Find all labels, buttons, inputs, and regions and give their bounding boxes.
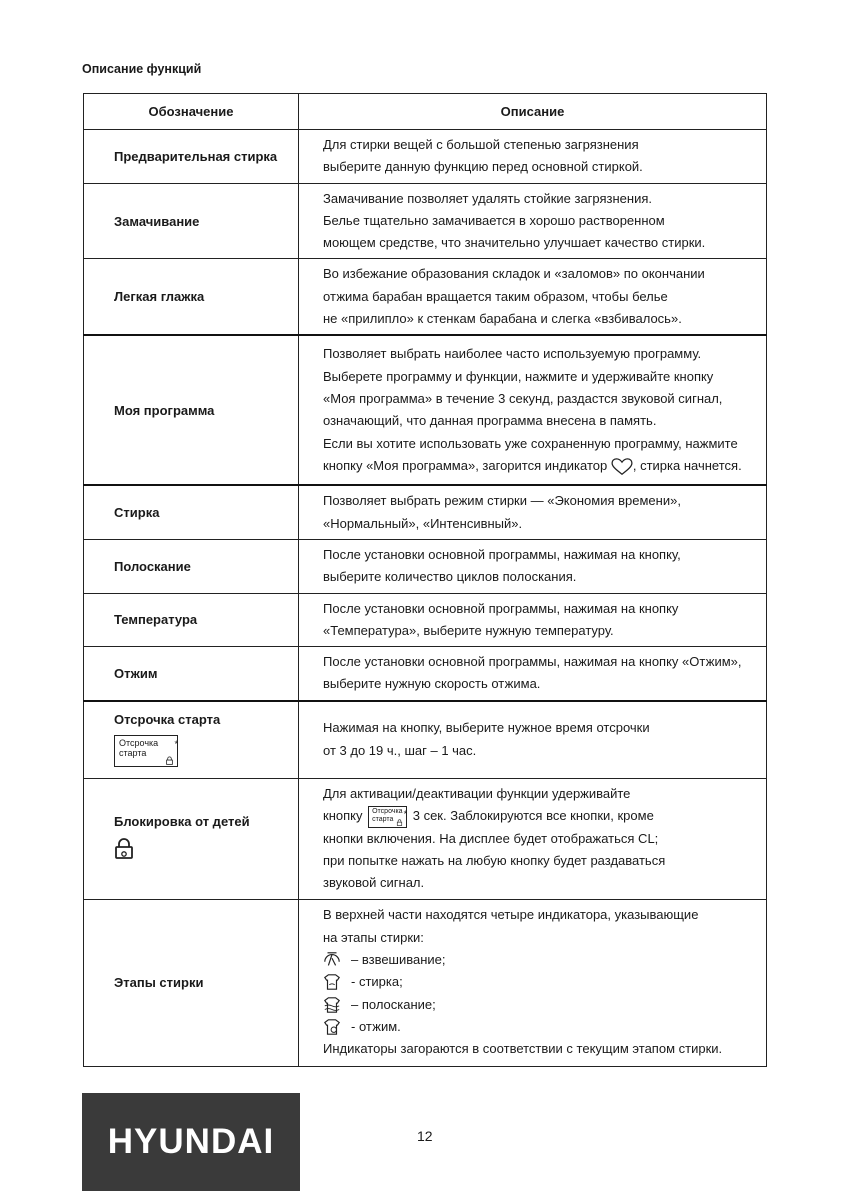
table-row bbox=[84, 259, 767, 335]
description-line: «Нормальный», «Интенсивный». bbox=[323, 515, 523, 531]
description-line: «Температура», выберите нужную температуру. bbox=[323, 622, 614, 638]
rinse-icon bbox=[323, 996, 341, 1014]
row-description bbox=[299, 130, 767, 184]
description-line: Позволяет выбрать режим стирки — «Экономия времени», bbox=[323, 493, 681, 509]
description-line: Если вы хотите использовать уже сохраненную программу, нажмите bbox=[323, 435, 738, 451]
description-text: кнопку «Моя программа», загорится индикатор bbox=[323, 457, 608, 473]
stage-item bbox=[323, 971, 762, 993]
table-row bbox=[84, 778, 767, 899]
stage-item bbox=[323, 1016, 762, 1038]
description-line: После установки основной программы, нажимая на кнопку, bbox=[323, 546, 681, 562]
description-line bbox=[323, 455, 762, 477]
stage-item bbox=[323, 949, 762, 971]
child-lock-icon bbox=[114, 837, 134, 861]
row-name: Температура bbox=[84, 593, 299, 647]
description-line: на этапы стирки: bbox=[323, 929, 424, 945]
table-row bbox=[84, 183, 767, 259]
table-header-row bbox=[84, 94, 767, 130]
description-line: После установки основной программы, нажимая на кнопку «Отжим», bbox=[323, 654, 742, 670]
description-line: В верхней части находятся четыре индикатора, указывающие bbox=[323, 907, 699, 923]
description-line: «Моя программа» в течение 3 секунд, раздастся звуковой сигнал, bbox=[323, 391, 723, 407]
header-description: Описание bbox=[299, 94, 767, 130]
functions-table bbox=[83, 93, 767, 1067]
row-description bbox=[299, 183, 767, 259]
row-description bbox=[299, 259, 767, 335]
description-text: , стирка начнется. bbox=[632, 457, 742, 473]
row-description bbox=[299, 899, 767, 1066]
description-line: Белье тщательно замачивается в хорошо растворенном bbox=[323, 212, 665, 228]
header-designation: Обозначение bbox=[84, 94, 299, 130]
table-row bbox=[84, 485, 767, 539]
table-row bbox=[84, 130, 767, 184]
row-description bbox=[299, 539, 767, 593]
row-description bbox=[299, 778, 767, 899]
heart-icon bbox=[611, 458, 633, 476]
stage-label: - стирка; bbox=[351, 974, 403, 990]
row-description bbox=[299, 593, 767, 647]
description-line: выберите количество циклов полоскания. bbox=[323, 569, 577, 585]
stage-item bbox=[323, 994, 762, 1016]
asterisk-icon: * bbox=[403, 808, 408, 819]
stage-label: – полоскание; bbox=[351, 996, 436, 1012]
description-line: выберите данную функцию перед основной стиркой. bbox=[323, 159, 643, 175]
row-name-text: Отсрочка старта bbox=[114, 711, 221, 727]
table-row bbox=[84, 335, 767, 485]
row-name bbox=[84, 701, 299, 779]
button-label-line: Отсрочка bbox=[119, 737, 159, 748]
description-line: После установки основной программы, нажимая на кнопку bbox=[323, 600, 679, 616]
wash-icon bbox=[323, 973, 341, 991]
page-title: Описание функций bbox=[82, 62, 202, 76]
description-line: выберите нужную скорость отжима. bbox=[323, 676, 541, 692]
description-line: Позволяет выбрать наиболее часто используемую программу. bbox=[323, 346, 702, 362]
row-description bbox=[299, 485, 767, 539]
row-description bbox=[299, 335, 767, 485]
lock-icon bbox=[396, 819, 403, 826]
table-row bbox=[84, 539, 767, 593]
lock-icon bbox=[165, 756, 174, 765]
table-row bbox=[84, 701, 767, 779]
row-name: Отжим bbox=[84, 647, 299, 701]
row-name bbox=[84, 778, 299, 899]
row-name: Полоскание bbox=[84, 539, 299, 593]
delay-start-button-image bbox=[114, 735, 178, 767]
description-line: Во избежание образования складок и «заломов» по окончании bbox=[323, 266, 705, 282]
row-name: Стирка bbox=[84, 485, 299, 539]
description-line: Нажимая на кнопку, выберите нужное время отсрочки bbox=[323, 720, 650, 736]
row-name: Замачивание bbox=[84, 183, 299, 259]
description-line: моющем средстве, что значительно улучшает качество стирки. bbox=[323, 235, 706, 251]
button-label-line: Отсрочка bbox=[372, 807, 403, 815]
description-line: не «прилипло» к стенкам барабана и слегка «взбивалось». bbox=[323, 311, 682, 327]
row-name: Этапы стирки bbox=[84, 899, 299, 1066]
table-row bbox=[84, 899, 767, 1066]
row-name: Моя программа bbox=[84, 335, 299, 485]
stage-label: - отжим. bbox=[351, 1018, 401, 1034]
description-line: отжима барабан вращается таким образом, чтобы белье bbox=[323, 288, 668, 304]
table-row bbox=[84, 647, 767, 701]
delay-start-button-image bbox=[368, 806, 407, 828]
description-line: Индикаторы загораются в соответствии с текущим этапом стирки. bbox=[323, 1041, 723, 1057]
button-label-line: старта bbox=[372, 815, 394, 823]
description-line: Замачивание позволяет удалять стойкие загрязнения. bbox=[323, 190, 653, 206]
description-line: кнопки включения. На дисплее будет отображаться CL; bbox=[323, 830, 659, 846]
description-text: 3 сек. Заблокируются все кнопки, кроме bbox=[412, 808, 654, 824]
weighing-icon bbox=[323, 951, 341, 969]
asterisk-icon: * bbox=[174, 738, 178, 749]
row-description bbox=[299, 647, 767, 701]
page-number: 12 bbox=[417, 1128, 433, 1144]
table-row bbox=[84, 593, 767, 647]
description-line: означающий, что данная программа внесена в память. bbox=[323, 413, 657, 429]
description-line: Для активации/деактивации функции удерживайте bbox=[323, 785, 631, 801]
description-line: при попытке нажать на любую кнопку будет раздаваться bbox=[323, 852, 666, 868]
brand-logo: HYUNDAI bbox=[82, 1093, 300, 1191]
spin-icon bbox=[323, 1018, 341, 1036]
row-name: Легкая глажка bbox=[84, 259, 299, 335]
row-name-text: Блокировка от детей bbox=[114, 813, 250, 829]
description-line: Выберете программу и функции, нажмите и удерживайте кнопку bbox=[323, 368, 714, 384]
description-line: Для стирки вещей с большой степенью загрязнения bbox=[323, 137, 639, 152]
stage-label: – взвешивание; bbox=[351, 952, 446, 968]
description-line: от 3 до 19 ч., шаг – 1 час. bbox=[323, 742, 477, 758]
button-label-line: старта bbox=[119, 747, 147, 758]
description-line bbox=[323, 805, 762, 828]
row-name: Предварительная стирка bbox=[84, 130, 299, 184]
row-description bbox=[299, 701, 767, 779]
description-text: кнопку bbox=[323, 808, 363, 824]
description-line: звуковой сигнал. bbox=[323, 875, 425, 891]
